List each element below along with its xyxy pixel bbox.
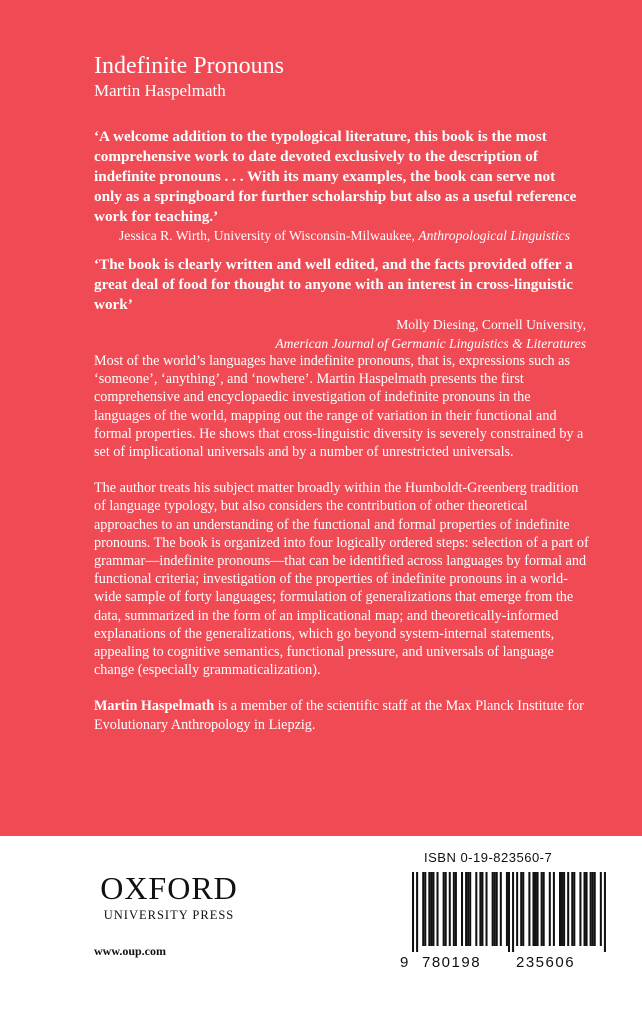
author-bio [94, 697, 590, 733]
barcode-bar [563, 872, 565, 946]
barcode-bar [586, 872, 588, 946]
barcode-bar [494, 872, 496, 946]
review-quote: ‘A welcome addition to the typological literature, this book is the most comprehensive work to date devoted exclusively to the description of indefinite pronouns . . . With its many examples, the book can serve not only as a springboard for further scholarship but also as a useful reference work for teaching.’ [94, 128, 577, 225]
review [94, 255, 586, 353]
publication: American Journal of Germanic Linguistics & Literatures [275, 336, 586, 351]
barcode-bar [508, 872, 510, 952]
barcode-bar [424, 872, 426, 946]
publisher-logo [94, 872, 244, 923]
barcode-bar [567, 872, 569, 946]
barcode-bar [500, 872, 502, 946]
barcode-bar [455, 872, 457, 946]
barcode-bar [535, 872, 537, 946]
barcode-bar [541, 872, 543, 946]
barcode-bar [492, 872, 494, 946]
barcode-bar [437, 872, 439, 946]
barcode-bar [496, 872, 498, 946]
isbn-label: ISBN 0-19-823560-7 [424, 850, 553, 865]
barcode-bar [445, 872, 447, 946]
barcode-digit-group: 235606 [516, 954, 576, 971]
barcode-bar [422, 872, 424, 946]
publication: Anthropological Linguistics [418, 228, 570, 243]
barcode-bar [469, 872, 471, 946]
reviewer: Jessica R. Wirth, University of Wisconsin-Milwaukee, [119, 228, 419, 243]
barcode-bar [461, 872, 463, 946]
book-author: Martin Haspelmath [94, 81, 226, 100]
barcode-bar [543, 872, 545, 946]
barcode-bar [579, 872, 581, 946]
barcode-digit-group: 780198 [422, 954, 482, 971]
book-title: Indefinite Pronouns [94, 53, 284, 79]
description [94, 352, 590, 752]
barcode-icon [412, 872, 608, 952]
barcode-bar [584, 872, 586, 946]
barcode-bar [416, 872, 418, 952]
bio-name: Martin Haspelmath [94, 698, 215, 715]
publisher-subtitle: UNIVERSITY PRESS [103, 908, 235, 922]
barcode-bar [516, 872, 518, 946]
barcode-bar [481, 872, 483, 946]
barcode-bar [561, 872, 563, 946]
description-paragraph: Most of the world’s languages have indefinite pronouns, that is, expressions such as ‘someone’, ‘anything’, and ‘nowhere’. Martin Haspelmath presents the first comprehensive and encyclopaedic investigation of indefinite pronouns in the languages of the world, mapping out the range of variation in their functional and formal properties. He shows that cross-linguistic diversity is severely constrained by a set of implicational universals and by a number of unrestricted universals. [94, 353, 584, 461]
barcode-bar [590, 872, 592, 946]
review-attribution [94, 227, 586, 245]
barcode-bar [528, 872, 530, 946]
barcode-bar [532, 872, 534, 946]
reviewer: Molly Diesing, Cornell University, [396, 317, 586, 332]
barcode-bar [559, 872, 561, 946]
barcode-bar [486, 872, 488, 946]
barcode-bar [553, 872, 555, 946]
bio-text: is a member of the scientific staff at the Max Planck Institute for Evolutionary Anthropology in Liepzig. [94, 698, 584, 733]
barcode-bar [571, 872, 573, 946]
barcode-bar [475, 872, 477, 946]
description-paragraph: The author treats his subject matter broadly within the Humboldt-Greenberg tradition of language typology, but also considers the contribution of other theoretical approaches to an understanding of the functional and formal properties of indefinite pronouns. The book is organized into four logically ordered steps: selection of a part of grammar—indefinite pronouns—that can be identified across languages by formal and functional criteria; investigation of the properties of indefinite pronouns in a world-wide sample of forty languages; formulation of generalizations that emerge from the data, summarized in the form of an implicational map; and theoretically-informed explanations of the generalizations, which go beyond system-internal statements, appealing to cognitive semantics, functional pressure, and universals of language change (especially grammaticalization). [94, 480, 589, 679]
barcode-bar [430, 872, 432, 946]
footer [0, 836, 642, 1020]
publisher-website[interactable]: www.oup.com [94, 944, 167, 958]
publisher-name: OXFORD [100, 870, 238, 906]
barcode-bar [537, 872, 539, 946]
reviews [94, 127, 586, 353]
review [94, 127, 586, 245]
review-quote: ‘The book is clearly written and well edited, and the facts provided offer a great deal of food for thought to anyone with an interest in cross-linguistic work’ [94, 256, 573, 313]
barcode-bar [573, 872, 575, 946]
barcode-bar [428, 872, 430, 946]
barcode-bar [465, 872, 467, 946]
barcode-bar [506, 872, 508, 946]
barcode-bar [549, 872, 551, 946]
title-block [94, 52, 284, 102]
barcode-bar [453, 872, 455, 946]
barcode-bar [479, 872, 481, 946]
barcode-bar [594, 872, 596, 946]
barcode-bar [520, 872, 522, 946]
barcode-bar [512, 872, 514, 952]
barcode-bar [592, 872, 594, 946]
barcode-bar [467, 872, 469, 946]
barcode-bar [432, 872, 434, 946]
barcode-bar [443, 872, 445, 946]
barcode-bar [449, 872, 451, 946]
barcode-bar [604, 872, 606, 952]
barcode-bar [412, 872, 414, 952]
barcode-digit-prefix: 9 [400, 954, 409, 971]
barcode-bar [600, 872, 602, 946]
barcode-bar [522, 872, 524, 946]
